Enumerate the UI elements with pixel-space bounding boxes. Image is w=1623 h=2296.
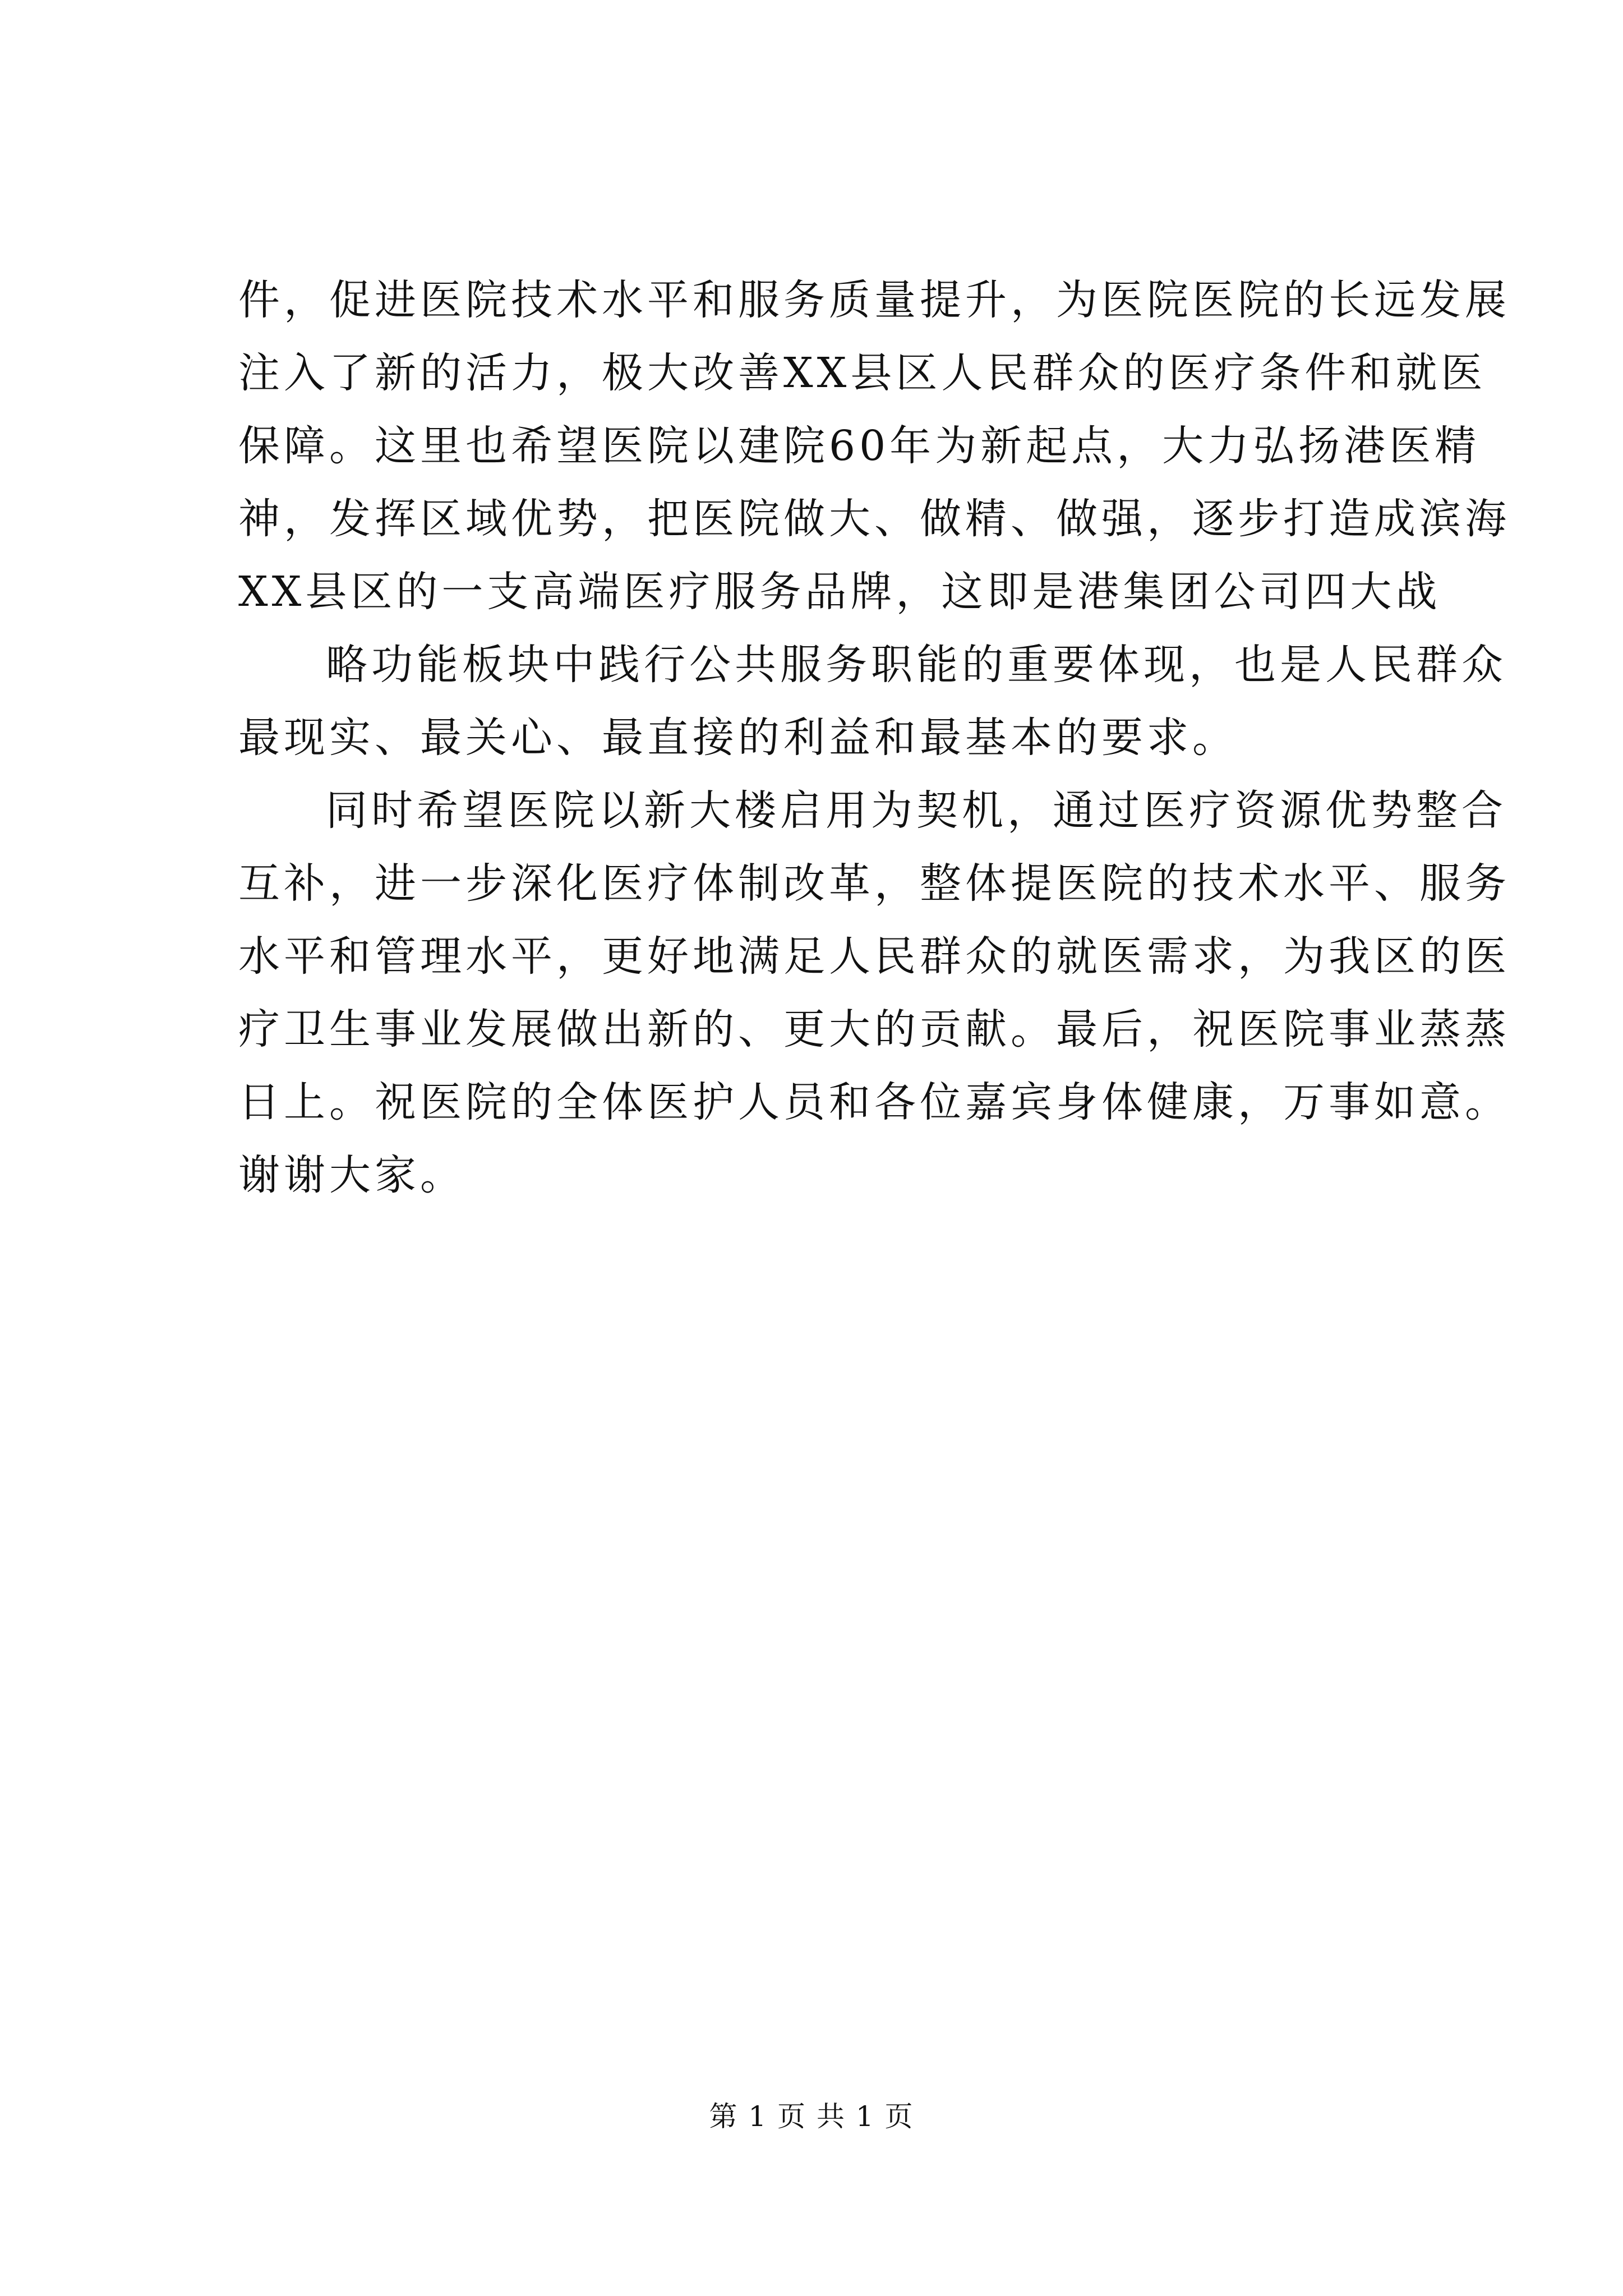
text-line: 日上。祝医院的全体医护人员和各位嘉宾身体健康，万事如意。 [238,1078,1510,1126]
text-line: 水平和管理水平，更好地满足人民群众的就医需求，为我区的医 [238,932,1510,981]
text-line: 谢谢大家。 [238,1151,465,1199]
text-line: 保障。这里也希望医院以建院60年为新起点，大力弘扬港医精 [238,422,1481,470]
text-line: 同时希望医院以新大楼启用为契机，通过医疗资源优势整合 [326,786,1507,835]
text-line: 疗卫生事业发展做出新的、更大的贡献。最后，祝医院事业蒸蒸 [238,1005,1510,1053]
text-line: 注入了新的活力，极大改善XX县区人民群众的医疗条件和就医 [238,349,1487,397]
page-number-footer: 第 1 页 共 1 页 [709,2100,914,2133]
text-line: 件，促进医院技术水平和服务质量提升，为医院医院的长远发展 [238,276,1510,324]
text-line: 最现实、最关心、最直接的利益和最基本的要求。 [238,714,1238,762]
text-line: 神，发挥区域优势，把医院做大、做精、做强，逐步打造成滨海 [238,495,1510,543]
text-line: 略功能板块中践行公共服务职能的重要体现，也是人民群众 [326,641,1507,689]
text-line: 互补，进一步深化医疗体制改革，整体提医院的技术水平、服务 [238,859,1510,908]
text-line: XX县区的一支高端医疗服务品牌，这即是港集团公司四大战 [238,568,1441,616]
body-text [238,264,1510,1212]
